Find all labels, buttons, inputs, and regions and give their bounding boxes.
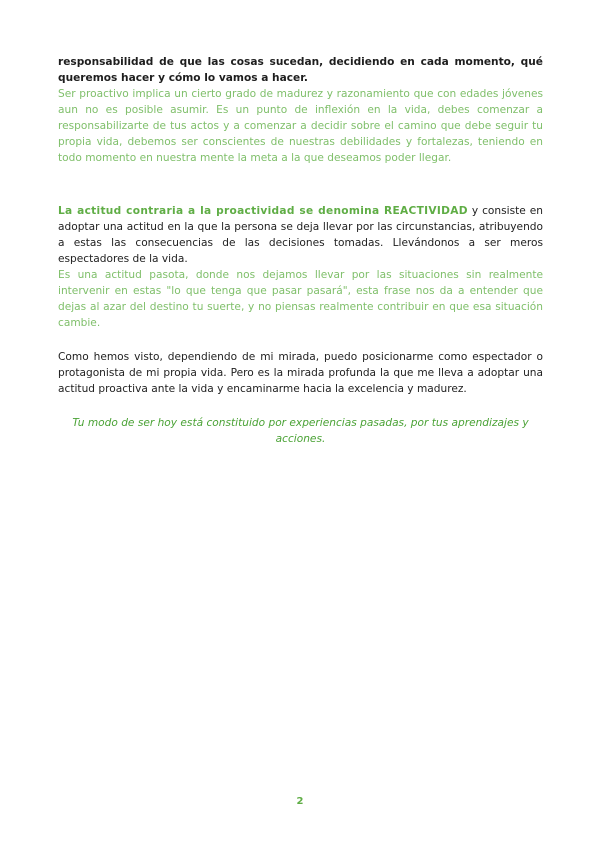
- paragraph-responsibility: responsabilidad de que las cosas sucedan, decidiendo en cada momento, qué queremos hacer y cómo lo vamos a hacer.: [58, 56, 543, 84]
- spacer: [58, 166, 543, 203]
- paragraph-passive-attitude: Es una actitud pasota, donde nos dejamos llevar por las situaciones sin realmente intervenir en estas "lo que tenga que pasar pasará", esta frase nos da a entender que dejas al azar del destino tu suerte, y no piensas realmente contribuir en que esa situación cambie.: [58, 269, 543, 329]
- spacer: [58, 397, 543, 415]
- spacer: [58, 331, 543, 349]
- closing-quote: Tu modo de ser hoy está constituido por experiencias pasadas, por tus aprendizajes y acciones.: [72, 417, 529, 445]
- paragraph-proactive: Ser proactivo implica un cierto grado de madurez y razonamiento que con edades jóvenes aun no es posible asumir. Es un punto de inflexión en la vida, debes comenzar a responsabilizarte de tus actos y a comenzar a decidir sobre el camino que debe seguir tu propia vida, debemos ser conscientes de nuestras debilidades y fortalezas, teniendo en todo momento en nuestra mente la meta a la que deseamos poder llegar.: [58, 88, 543, 164]
- paragraph-conclusion: Como hemos visto, dependiendo de mi mirada, puedo posicionarme como espectador o protagonista de mi propia vida. Pero es la mirada profunda la que me lleva a adoptar una actitud proactiva ante la vida y encaminarme hacia la excelencia y madurez.: [58, 351, 543, 395]
- reactivity-text: y consiste en adoptar una actitud en la que la persona se deja llevar por las circunstancias, atribuyendo a estas las consecuencias de las decisiones tomadas. Llevándonos a ser meros espectadores de la vida.: [58, 205, 544, 265]
- document-body: [58, 54, 543, 447]
- paragraph-reactivity: [58, 203, 543, 267]
- reactivity-highlight: La actitud contraria a la proactividad se denomina REACTIVIDAD: [58, 205, 468, 217]
- page-number: 2: [296, 796, 304, 807]
